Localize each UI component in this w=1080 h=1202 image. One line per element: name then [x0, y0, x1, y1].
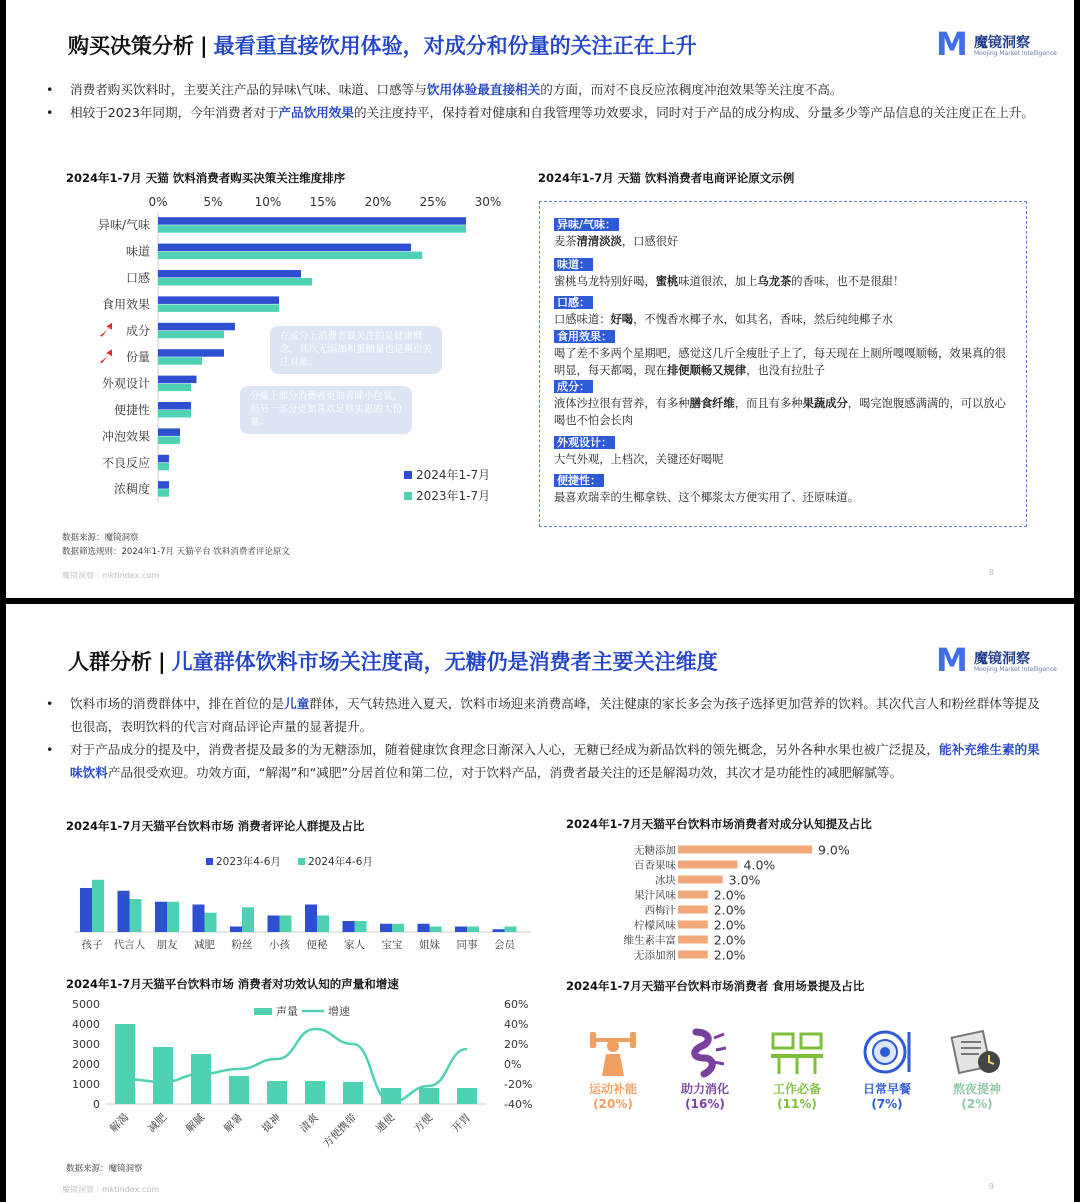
x-tick-label: 15% — [309, 195, 337, 209]
review-item: 口感： 口感味道：好喝，不愧香水椰子水，如其名，香味，然后纯纯椰子水 — [554, 296, 893, 326]
bar — [418, 924, 430, 932]
category-label: 解暑 — [221, 1111, 246, 1135]
data-label: 2.0% — [713, 887, 746, 903]
category-label: 粉丝 — [231, 939, 253, 951]
bar — [193, 905, 205, 933]
summary-bullets — [44, 78, 1044, 124]
x-tick-label: 30% — [474, 195, 502, 209]
category-label: 家人 — [344, 939, 365, 951]
data-rule: 数据筛选规则：2024年1-7月 天猫平台 饮料消费者评论原文 — [62, 547, 290, 557]
legend-swatch — [404, 471, 412, 479]
category-label: 同事 — [456, 939, 478, 951]
bar — [158, 481, 169, 489]
bar — [317, 916, 329, 933]
slide-audience — [6, 604, 1074, 1202]
category-label: 外观设计 — [101, 376, 150, 391]
scene-breakfast — [852, 1028, 922, 1112]
bullet: • 消费者购买饮料时，主要关注产品的异味\气味、味道、口感等与饮用体验最直接相关的方面，而对不良反应浓稠度冲泡效果等关注度不高。 — [44, 78, 1044, 101]
legend-label: 2023年4-6月 — [216, 856, 281, 868]
category-label: 浓稠度 — [113, 482, 150, 497]
category-label: 清爽 — [297, 1111, 322, 1135]
y2-tick-label: 0% — [504, 1058, 522, 1071]
bar — [158, 244, 411, 252]
chart-title: 2024年1-7月天猫平台饮料市场 消费者评论人群提及占比 — [66, 819, 365, 833]
bar — [678, 921, 708, 929]
bullet: • 相较于2023年同期，今年消费者对于产品饮用效果的关注度持平，保持着对健康和自我管理等功效要求，同时对于产品的成分构成、分量多少等产品信息的关注度正在上升。 — [44, 101, 1044, 124]
category-label: 会员 — [494, 939, 515, 951]
bar — [158, 278, 312, 286]
bar — [678, 936, 708, 944]
bar — [230, 927, 242, 933]
bar — [158, 331, 224, 339]
brand-logo — [936, 25, 1057, 66]
dumbbell-icon — [588, 1028, 638, 1078]
category-label: 小孩 — [269, 939, 290, 951]
category-label: 无糖添加 — [634, 844, 676, 857]
scene-work — [762, 1028, 832, 1112]
bar — [355, 921, 367, 932]
bar — [380, 924, 392, 932]
bar — [92, 880, 104, 932]
y2-tick-label: 20% — [504, 1038, 529, 1051]
category-label: 便秘 — [306, 939, 328, 951]
breakfast-plate-icon — [859, 1028, 915, 1078]
bar — [343, 921, 355, 932]
category-label: 百香果味 — [634, 859, 676, 872]
y-tick-label: 5000 — [72, 998, 100, 1011]
bar — [130, 899, 142, 932]
bar — [678, 861, 738, 869]
category-label: 宝宝 — [381, 939, 403, 951]
y-tick-label: 0 — [93, 1098, 100, 1111]
scene-name: 日常早餐 — [862, 1082, 911, 1096]
bar — [343, 1082, 363, 1104]
logo-m-icon: M — [936, 641, 968, 679]
bar — [678, 951, 708, 959]
category-label: 便捷性 — [113, 403, 150, 417]
bar — [158, 428, 180, 436]
bar — [158, 349, 224, 357]
bar — [467, 927, 479, 933]
bar — [158, 410, 191, 418]
category-label: 口感 — [125, 271, 150, 285]
page-subtitle: 儿童群体饮料市场关注度高，无糖仍是消费者主要关注维度 — [171, 650, 718, 674]
bar — [457, 1088, 477, 1104]
category-label: 减肥 — [194, 939, 215, 951]
summary-bullets — [44, 692, 1044, 784]
scene-name: 运动补能 — [588, 1082, 637, 1096]
rising-arrow-icon — [100, 349, 112, 363]
rising-arrow-icon — [100, 323, 112, 337]
category-label: 份量 — [125, 350, 150, 365]
bar — [158, 217, 466, 225]
scene-name: 助力消化 — [680, 1082, 729, 1096]
chart-title: 2024年1-7月天猫平台饮料市场消费者对成分认知提及占比 — [566, 817, 872, 831]
legend-swatch — [254, 1008, 272, 1015]
logo-name: 魔镜洞察 — [974, 35, 1030, 51]
bar — [167, 902, 179, 932]
review-title: 2024年1-7月 天猫 饮料消费者电商评论原文示例 — [538, 171, 795, 185]
scene-pct: (16%) — [685, 1097, 725, 1111]
category-label: 方便 — [411, 1111, 436, 1135]
bar — [118, 891, 130, 932]
x-tick-label: 0% — [148, 195, 168, 209]
y-tick-label: 2000 — [72, 1058, 100, 1071]
x-tick-label: 10% — [254, 195, 282, 209]
category-label: 无添加剂 — [634, 949, 676, 962]
growth-line — [125, 1029, 467, 1102]
scene-pct: (11%) — [777, 1097, 817, 1111]
bar — [158, 296, 279, 304]
y2-tick-label: 40% — [504, 1018, 529, 1031]
legend-label: 增速 — [328, 1005, 350, 1018]
slide-purchase-decision — [6, 0, 1074, 598]
data-label: 2.0% — [713, 932, 746, 948]
category-label: 方便携带 — [320, 1111, 360, 1150]
review-item: 便捷性： 最喜欢瑞幸的生椰拿铁、这个椰浆太方便实用了、还原味道。 — [554, 474, 860, 504]
tooltip-ingredient: 在成分上消费者最关注的是健康概念，其次无添加和蛋糖量也是重点关注对象。 — [270, 326, 442, 374]
bar — [267, 1081, 287, 1104]
bar — [80, 888, 92, 932]
legend-label: 2024年4-6月 — [308, 856, 373, 868]
scene-pct: (2%) — [961, 1097, 993, 1111]
scene-night — [942, 1028, 1012, 1112]
bar — [158, 270, 301, 278]
data-source: 数据来源：魔镜洞察 — [62, 533, 139, 543]
legend-swatch — [404, 492, 412, 500]
legend-label: 2024年1-7月 — [416, 468, 491, 482]
tooltip-portion: 分量上部分消费者更加青睐小包装，但另一部分更加喜欢足够实惠的大份量。 — [240, 386, 412, 434]
bullet: • 对于产品成分的提及中，消费者提及最多的为无糖添加，随着健康饮食理念日渐深入人心，无糖已经成为新品饮料的领先概念，另外各种水果也被广泛提及，能补充维生素的果味饮料产品很受欢迎。功效方面，“解渴”和“减肥”分居首位和第二位，对于饮料产品，消费者最关注的还是解渴功效，其次才是功能性的减肥解腻等。 — [44, 738, 1044, 784]
bar — [678, 906, 708, 914]
category-label: 减肥 — [145, 1111, 170, 1135]
footer: 魔镜洞察｜mktindex.com — [62, 1185, 160, 1194]
legend-label: 声量 — [276, 1005, 298, 1018]
bar — [158, 304, 279, 312]
category-label: 解腻 — [183, 1111, 208, 1135]
logo-m-icon: M — [936, 25, 968, 63]
category-label: 维生素丰富 — [623, 934, 676, 947]
bullet: • 饮料市场的消费群体中，排在首位的是儿童群体，天气转热进入夏天，饮料市场迎来消费高峰，关注健康的家长多会为孩子选择更加营养的饮料。其次代言人和粉丝群体等提及也很高，表明饮料的代言对商品评论声量的显著提升。 — [44, 692, 1044, 738]
category-label: 食用效果 — [101, 297, 150, 312]
bar — [305, 905, 317, 933]
chart-title: 2024年1-7月天猫平台饮料市场 消费者对功效认知的声量和增速 — [66, 977, 399, 991]
bar — [305, 1081, 325, 1104]
category-label: 解渴 — [107, 1111, 132, 1135]
bar — [158, 225, 466, 233]
x-tick-label: 5% — [203, 195, 223, 209]
ingredient-bar-chart — [566, 838, 896, 968]
page-number: 9 — [988, 1182, 994, 1191]
review-item: 食用效果： 喝了差不多两个星期吧，感觉这几斤全瘦肚子上了，每天现在上厕所嘎嘎顺畅，效果真的很明显，每天都喝，现在排便顺畅又规律，也没有拉肚子 — [554, 330, 1006, 377]
stomach-icon — [680, 1028, 730, 1078]
page-subtitle: 最看重直接饮用体验，对成分和份量的关注正在上升 — [213, 34, 697, 58]
review-box — [539, 201, 1027, 527]
category-label: 不良反应 — [101, 455, 150, 470]
chart-title: 2024年1-7月天猫平台饮料市场消费者 食用场景提及占比 — [566, 979, 865, 993]
data-source: 数据来源：魔镜洞察 — [66, 1164, 143, 1174]
bar — [678, 876, 723, 884]
bar — [158, 357, 202, 365]
y2-tick-label: -40% — [504, 1098, 533, 1111]
footer: 魔镜洞察｜mktindex.com — [62, 571, 160, 580]
legend-label: 2023年1-7月 — [416, 489, 491, 503]
category-label: 代言人 — [113, 939, 146, 951]
x-tick-label: 20% — [364, 195, 392, 209]
category-label: 味道 — [125, 244, 150, 259]
bar — [158, 455, 169, 463]
workstation-icon — [769, 1028, 825, 1078]
logo-en: Moojing Market Intelligence — [974, 50, 1057, 57]
y-tick-label: 3000 — [72, 1038, 100, 1051]
bar — [158, 384, 191, 392]
scene-sport — [578, 1028, 648, 1112]
data-label: 9.0% — [818, 842, 850, 858]
bar — [678, 846, 812, 854]
audience-bar-chart — [66, 844, 536, 959]
bar — [153, 1047, 173, 1104]
bar — [158, 402, 191, 410]
page-number: 8 — [988, 568, 994, 577]
category-label: 柠檬风味 — [634, 919, 676, 932]
review-item: 异味/气味： 麦茶清清淡淡，口感很好 — [554, 218, 679, 248]
data-label: 3.0% — [728, 872, 761, 888]
category-label: 果汁风味 — [634, 889, 676, 902]
bar — [268, 916, 280, 933]
category-label: 通便 — [373, 1111, 398, 1135]
bar — [115, 1024, 135, 1104]
bar — [430, 927, 442, 933]
bar — [392, 924, 404, 932]
efficacy-combo-chart — [62, 994, 542, 1169]
bar — [242, 907, 254, 932]
review-item: 味道： 蜜桃乌龙特别好喝，蜜桃味道很浓，加上乌龙茶的香味，也不是很甜！ — [554, 258, 905, 288]
category-label: 成分 — [125, 323, 150, 338]
bar — [158, 376, 197, 384]
logo-en: Moojing Market Intelligence — [974, 666, 1057, 673]
legend-swatch — [206, 858, 213, 865]
data-label: 2.0% — [713, 902, 746, 918]
bar — [158, 463, 169, 471]
page-title: 人群分析 | 儿童群体饮料市场关注度高，无糖仍是消费者主要关注维度 — [68, 650, 718, 674]
bar — [505, 927, 517, 933]
page-title: 购买决策分析 | 最看重直接饮用体验，对成分和份量的关注正在上升 — [68, 34, 697, 58]
bar — [455, 927, 467, 933]
bar — [419, 1088, 439, 1104]
bar — [158, 252, 422, 260]
y-tick-label: 1000 — [72, 1078, 100, 1091]
data-label: 4.0% — [743, 857, 776, 873]
brand-logo — [936, 641, 1057, 682]
bar — [158, 436, 180, 444]
x-tick-label: 25% — [419, 195, 447, 209]
data-label: 2.0% — [713, 917, 746, 933]
category-label: 冰块 — [655, 874, 676, 887]
bar — [155, 902, 167, 932]
category-label: 孩子 — [81, 939, 103, 951]
scene-pct: (7%) — [871, 1097, 903, 1111]
legend-swatch — [298, 858, 305, 865]
bar — [678, 891, 708, 899]
data-label: 2.0% — [713, 947, 746, 963]
y-tick-label: 4000 — [72, 1018, 100, 1031]
category-label: 异味/气味 — [97, 218, 150, 233]
scene-name: 熬夜提神 — [952, 1082, 1001, 1096]
category-label: 冲泡效果 — [101, 429, 150, 444]
chart-title: 2024年1-7月 天猫 饮料消费者购买决策关注维度排序 — [66, 171, 346, 185]
category-label: 开胃 — [449, 1111, 474, 1135]
logo-name: 魔镜洞察 — [974, 651, 1030, 667]
review-item: 外观设计： 大气外观，上档次，关键还好喝呢 — [554, 436, 724, 466]
review-item: 成分： 液体沙拉很有营养，有多种膳食纤维，而且有多种果蔬成分，喝完饱腹感满满的，可以放心喝也不怕会长肉 — [554, 380, 1006, 427]
bar — [158, 323, 235, 331]
scene-digestion — [670, 1028, 740, 1112]
category-label: 朋友 — [156, 939, 178, 951]
y2-tick-label: 60% — [504, 998, 529, 1011]
bar — [191, 1054, 211, 1104]
bar — [205, 913, 217, 932]
night-clock-icon — [949, 1028, 1005, 1078]
category-label: 姐妹 — [419, 939, 440, 951]
category-label: 提神 — [259, 1111, 284, 1135]
bar — [158, 489, 169, 497]
category-label: 西梅汁 — [644, 904, 676, 917]
scene-pct: (20%) — [593, 1097, 633, 1111]
bar — [229, 1076, 249, 1104]
scene-name: 工作必备 — [772, 1082, 821, 1096]
y2-tick-label: -20% — [504, 1078, 533, 1091]
bar — [280, 916, 292, 933]
bar — [493, 929, 505, 932]
